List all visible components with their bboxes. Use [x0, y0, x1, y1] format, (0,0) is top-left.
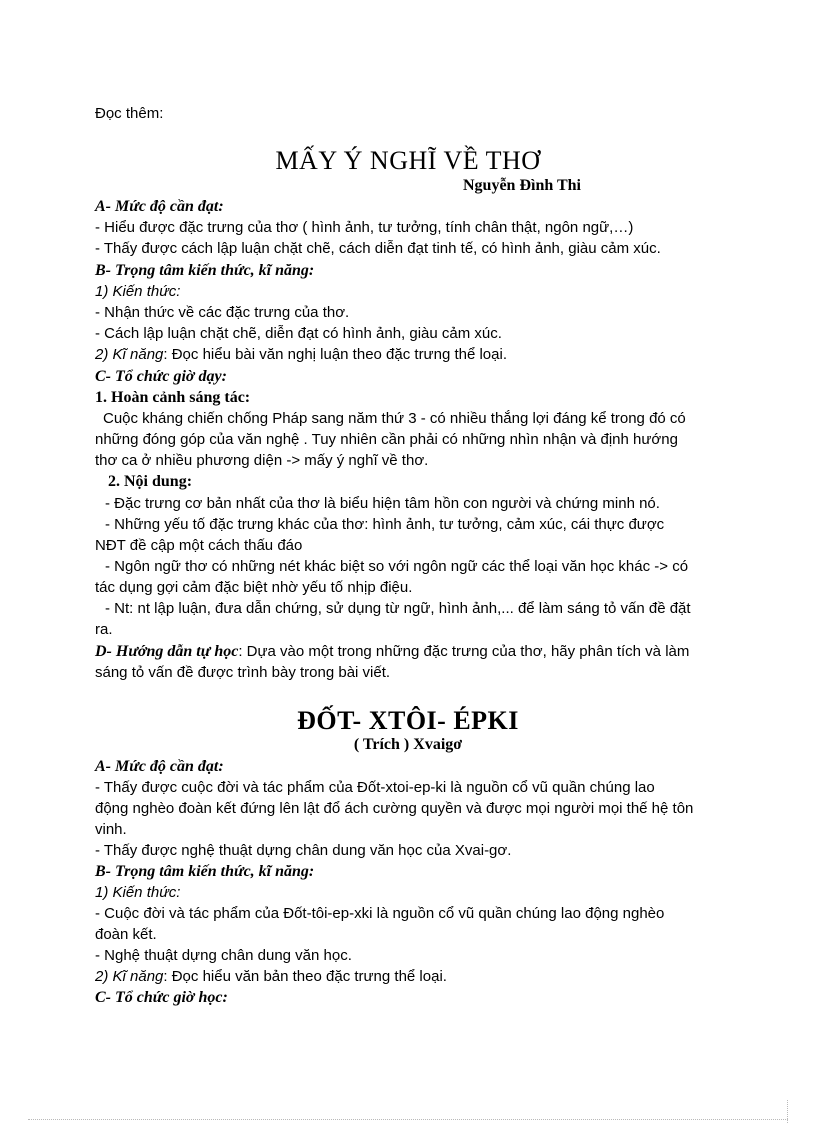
lesson2-b-heading: B- Trọng tâm kiến thức, kĩ năng: [95, 863, 315, 880]
lesson1-self-study-line-2: sáng tỏ vấn đề được trình bày trong bài viết. [95, 664, 391, 681]
lesson1-title: MẤY Ý NGHĨ VỀ THƠ [275, 146, 541, 175]
lesson2-skills-text: : Đọc hiểu văn bản theo đặc trưng thể loại. [163, 968, 447, 985]
lesson2-a-item-2: - Thấy được nghệ thuật dựng chân dung văn học của Xvai-gơ. [95, 842, 512, 859]
lesson1-knowledge-heading: 1) Kiến thức: [95, 283, 181, 300]
lesson2-subtitle: ( Trích ) Xvaigơ [353, 736, 463, 753]
lesson1-author: Nguyễn Đình Thi [463, 177, 581, 194]
lesson1-knowledge-item-2: - Cách lập luận chặt chẽ, diễn đạt có hình ảnh, giàu cảm xúc. [95, 325, 502, 342]
lesson2-a-item-1-line-2: động nghèo đoàn kết đứng lên lật đổ ách cường quyền và được mọi người mọi thế hệ tôn [95, 800, 694, 817]
intro-label: Đọc thêm: [95, 105, 164, 122]
lesson1-content-line-1: - Đặc trưng cơ bản nhất của thơ là biểu hiện tâm hồn con người và chứng minh nó. [105, 495, 660, 512]
lesson2-skills-line [95, 967, 725, 987]
lesson1-skills-heading: 2) Kĩ năng [95, 346, 164, 363]
lesson1-knowledge-item-1: - Nhận thức về các đặc trưng của thơ. [95, 304, 350, 321]
lesson2-knowledge-item-2: - Nghệ thuật dựng chân dung văn học. [95, 947, 352, 964]
lesson1-self-study-heading: D- Hướng dẫn tự học [95, 643, 239, 660]
lesson1-content-line-7: ra. [95, 621, 113, 638]
lesson2-knowledge-item-1-line-2: đoàn kết. [95, 926, 157, 943]
lesson2-a-item-1-line-3: vinh. [95, 821, 127, 838]
lesson1-content-heading: 2. Nội dung: [108, 473, 193, 490]
lesson1-context-line-2: những đóng góp của văn nghệ . Tuy nhiên cần phải có những nhìn nhận và định hướng [95, 431, 678, 448]
lesson1-context-line-3: thơ ca ở nhiều phương diện -> mấy ý nghĩ về thơ. [95, 452, 429, 469]
lesson1-self-study-line-1 [95, 642, 725, 662]
lesson1-context-line-1: Cuộc kháng chiến chống Pháp sang năm thứ 3 - có nhiều thắng lợi đáng kể trong đó có [103, 410, 686, 427]
page-border-bottom [28, 1119, 788, 1120]
lesson1-content-line-4: - Ngôn ngữ thơ có những nét khác biệt so với ngôn ngữ các thể loại văn học khác -> có [105, 558, 689, 575]
lesson2-title: ĐỐT- XTÔI- ÉPKI [297, 706, 519, 735]
lesson2-a-heading: A- Mức độ cần đạt: [95, 758, 224, 775]
lesson2-knowledge-heading: 1) Kiến thức: [95, 884, 181, 901]
lesson1-content-line-5: tác dụng gợi cảm đặc biệt nhờ yếu tố nhịp điệu. [95, 579, 413, 596]
lesson1-skills-text: : Đọc hiểu bài văn nghị luận theo đặc trưng thể loại. [163, 346, 507, 363]
lesson1-context-heading: 1. Hoàn cảnh sáng tác: [95, 389, 251, 406]
lesson1-b-heading: B- Trọng tâm kiến thức, kĩ năng: [95, 262, 315, 279]
lesson2-c-heading: C- Tổ chức giờ học: [95, 989, 228, 1006]
lesson2-knowledge-item-1-line-1: - Cuộc đời và tác phẩm của Đốt-tôi-ep-xki là nguồn cổ vũ quần chúng lao động nghèo [95, 905, 665, 922]
lesson1-skills-line [95, 345, 725, 365]
lesson1-self-study-text: : Dựa vào một trong những đặc trưng của thơ, hãy phân tích và làm [238, 643, 690, 660]
lesson1-content-line-3: NĐT đề cập một cách thấu đáo [95, 537, 303, 554]
lesson1-content-line-2: - Những yếu tố đặc trưng khác của thơ: hình ảnh, tư tưởng, cảm xúc, cái thực được [105, 516, 665, 533]
lesson1-a-heading: A- Mức độ cần đạt: [95, 198, 224, 215]
lesson2-a-item-1-line-1: - Thấy được cuộc đời và tác phẩm của Đốt-xtoi-ep-ki là nguồn cổ vũ quần chúng lao [95, 779, 655, 796]
lesson1-c-heading: C- Tổ chức giờ dạy: [95, 368, 227, 385]
lesson1-content-line-6: - Nt: nt lập luận, đưa dẫn chứng, sử dụng từ ngữ, hình ảnh,... để làm sáng tỏ vấn đề đặt [105, 600, 691, 617]
page-border-corner [787, 1100, 788, 1123]
lesson1-a-item-2: - Thấy được cách lập luận chặt chẽ, cách diễn đạt tinh tế, có hình ảnh, giàu cảm xúc. [95, 240, 661, 257]
lesson1-a-item-1: - Hiểu được đặc trưng của thơ ( hình ảnh, tư tưởng, tính chân thật, ngôn ngữ,…) [95, 219, 634, 236]
lesson2-skills-heading: 2) Kĩ năng [95, 968, 164, 985]
